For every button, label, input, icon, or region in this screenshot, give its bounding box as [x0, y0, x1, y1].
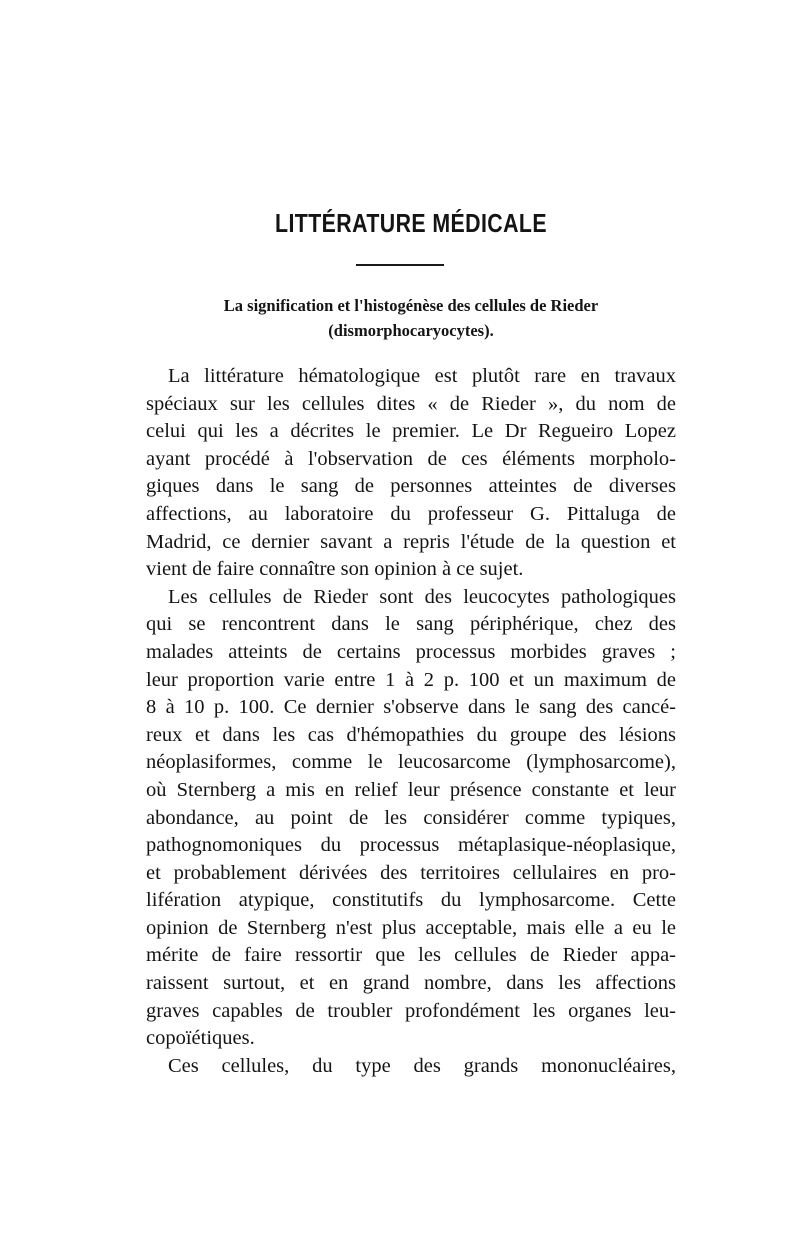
heading-divider — [356, 264, 444, 266]
text-line: Les cellules de Rieder sont des leucocytes pathologiques — [168, 585, 676, 608]
text-line: vient de faire connaître son opinion à ce sujet. — [146, 558, 524, 581]
text-line: copoïétiques. — [146, 1027, 255, 1050]
subtitle-line: La signification et l'histogénèse des cellules de Rieder — [223, 296, 599, 315]
text-line: raissent surtout, et en grand nombre, dans les affections — [146, 972, 676, 995]
text-line: opinion de Sternberg n'est plus acceptable, mais elle a eu le — [146, 916, 676, 939]
article-subtitle — [146, 293, 676, 343]
page-heading: LITTÉRATURE MÉDICALE — [275, 208, 547, 238]
subtitle-line: (dismorphocaryocytes). — [328, 321, 494, 340]
text-line: Ces cellules, du type des grands mononucléaires, — [168, 1054, 676, 1077]
text-line: Madrid, ce dernier savant a repris l'étude de la question et — [146, 530, 676, 553]
text-line: spéciaux sur les cellules dites « de Rieder », du nom de — [146, 392, 676, 415]
text-line: ayant procédé à l'observation de ces éléments morpholo- — [146, 447, 676, 470]
text-line: lifération atypique, constitutifs du lymphosarcome. Cette — [146, 889, 676, 912]
text-line: giques dans le sang de personnes atteintes de diverses — [146, 475, 676, 498]
text-line: 8 à 10 p. 100. Ce dernier s'observe dans le sang des cancé- — [146, 696, 676, 719]
text-line: malades atteints de certains processus morbides graves ; — [146, 640, 676, 663]
text-line: reux et dans les cas d'hémopathies du groupe des lésions — [146, 723, 676, 746]
text-line: La littérature hématologique est plutôt rare en travaux — [168, 365, 676, 387]
article-body — [146, 363, 676, 1080]
text-line: affections, au laboratoire du professeur G. Pittaluga de — [146, 502, 676, 525]
text-line: néoplasiformes, comme le leucosarcome (lymphosarcome), — [146, 751, 676, 774]
text-line: qui se rencontrent dans le sang périphérique, chez des — [146, 613, 676, 636]
text-line: leur proportion varie entre 1 à 2 p. 100 et un maximum de — [146, 668, 676, 691]
text-line: celui qui les a décrites le premier. Le Dr Regueiro Lopez — [146, 420, 676, 443]
text-line: graves capables de troubler profondément les organes leu- — [146, 999, 676, 1022]
text-line: abondance, au point de les considérer comme typiques, — [146, 806, 676, 829]
text-line: pathognomoniques du processus métaplasique-néoplasique, — [146, 834, 676, 857]
text-line: où Sternberg a mis en relief leur présence constante et leur — [146, 778, 676, 801]
text-line: et probablement dérivées des territoires cellulaires en pro- — [146, 861, 676, 884]
text-line: mérite de faire ressortir que les cellules de Rieder appa- — [146, 944, 676, 967]
